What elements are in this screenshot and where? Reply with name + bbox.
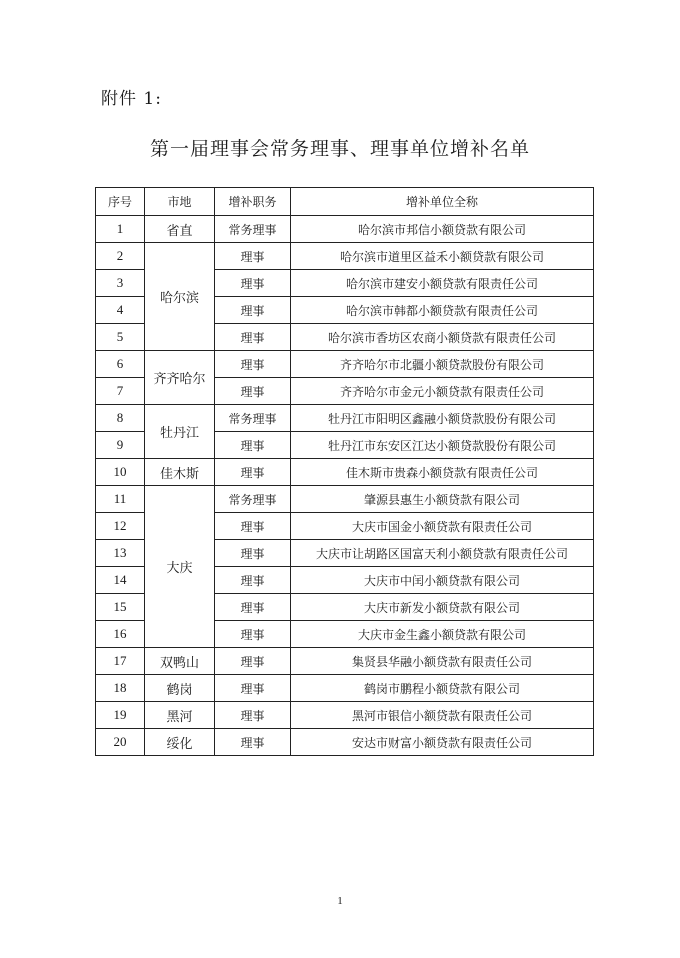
table-row xyxy=(96,702,594,729)
column-header-role: 增补职务 xyxy=(215,188,291,216)
row-seq-cell: 9 xyxy=(96,432,145,459)
table-row xyxy=(96,351,594,378)
table-row xyxy=(96,459,594,486)
row-role-cell: 理事 xyxy=(215,297,291,324)
row-role-cell: 常务理事 xyxy=(215,216,291,243)
table-header-row xyxy=(96,188,594,216)
row-company-cell: 集贤县华融小额贷款有限责任公司 xyxy=(291,648,594,675)
row-company-cell: 哈尔滨市道里区益禾小额贷款有限公司 xyxy=(291,243,594,270)
table-row xyxy=(96,405,594,432)
row-company-cell: 哈尔滨市韩都小额贷款有限责任公司 xyxy=(291,297,594,324)
row-role-cell: 理事 xyxy=(215,513,291,540)
row-city-cell: 牡丹江 xyxy=(145,405,215,459)
row-role-cell: 理事 xyxy=(215,324,291,351)
row-seq-cell: 13 xyxy=(96,540,145,567)
row-seq-cell: 5 xyxy=(96,324,145,351)
table-row xyxy=(96,216,594,243)
row-company-cell: 哈尔滨市建安小额贷款有限责任公司 xyxy=(291,270,594,297)
row-company-cell: 牡丹江市东安区江达小额贷款股份有限公司 xyxy=(291,432,594,459)
row-seq-cell: 10 xyxy=(96,459,145,486)
row-seq-cell: 11 xyxy=(96,486,145,513)
column-header-company: 增补单位全称 xyxy=(291,188,594,216)
row-seq-cell: 1 xyxy=(96,216,145,243)
row-seq-cell: 4 xyxy=(96,297,145,324)
row-seq-cell: 20 xyxy=(96,729,145,756)
row-company-cell: 大庆市新发小额贷款有限公司 xyxy=(291,594,594,621)
row-seq-cell: 14 xyxy=(96,567,145,594)
row-company-cell: 鹤岗市鹏程小额贷款有限公司 xyxy=(291,675,594,702)
table-body xyxy=(96,216,594,756)
row-city-cell: 哈尔滨 xyxy=(145,243,215,351)
row-role-cell: 理事 xyxy=(215,378,291,405)
row-role-cell: 常务理事 xyxy=(215,486,291,513)
row-role-cell: 理事 xyxy=(215,621,291,648)
supplement-roster-table xyxy=(95,187,594,756)
row-city-cell: 黑河 xyxy=(145,702,215,729)
row-seq-cell: 18 xyxy=(96,675,145,702)
row-role-cell: 理事 xyxy=(215,351,291,378)
table-row xyxy=(96,675,594,702)
row-seq-cell: 2 xyxy=(96,243,145,270)
row-seq-cell: 3 xyxy=(96,270,145,297)
row-city-cell: 省直 xyxy=(145,216,215,243)
row-seq-cell: 15 xyxy=(96,594,145,621)
column-header-city: 市地 xyxy=(145,188,215,216)
row-company-cell: 齐齐哈尔市金元小额贷款有限责任公司 xyxy=(291,378,594,405)
row-company-cell: 佳木斯市贵森小额贷款有限责任公司 xyxy=(291,459,594,486)
row-role-cell: 理事 xyxy=(215,432,291,459)
row-role-cell: 常务理事 xyxy=(215,405,291,432)
row-company-cell: 齐齐哈尔市北疆小额贷款股份有限公司 xyxy=(291,351,594,378)
row-role-cell: 理事 xyxy=(215,594,291,621)
page-number: 1 xyxy=(337,895,343,907)
row-seq-cell: 12 xyxy=(96,513,145,540)
row-role-cell: 理事 xyxy=(215,675,291,702)
table-row xyxy=(96,486,594,513)
row-role-cell: 理事 xyxy=(215,243,291,270)
row-company-cell: 大庆市金生鑫小额贷款有限公司 xyxy=(291,621,594,648)
row-role-cell: 理事 xyxy=(215,729,291,756)
attachment-label: 附件 1: xyxy=(101,89,162,109)
row-city-cell: 双鸭山 xyxy=(145,648,215,675)
row-city-cell: 大庆 xyxy=(145,486,215,648)
row-role-cell: 理事 xyxy=(215,540,291,567)
row-company-cell: 大庆市国金小额贷款有限责任公司 xyxy=(291,513,594,540)
row-company-cell: 牡丹江市阳明区鑫融小额贷款股份有限公司 xyxy=(291,405,594,432)
row-company-cell: 大庆市让胡路区国富天利小额贷款有限责任公司 xyxy=(291,540,594,567)
table-row xyxy=(96,648,594,675)
row-seq-cell: 6 xyxy=(96,351,145,378)
row-city-cell: 鹤岗 xyxy=(145,675,215,702)
row-company-cell: 哈尔滨市邦信小额贷款有限公司 xyxy=(291,216,594,243)
row-seq-cell: 19 xyxy=(96,702,145,729)
row-company-cell: 安达市财富小额贷款有限责任公司 xyxy=(291,729,594,756)
row-seq-cell: 7 xyxy=(96,378,145,405)
row-role-cell: 理事 xyxy=(215,702,291,729)
row-company-cell: 黑河市银信小额贷款有限责任公司 xyxy=(291,702,594,729)
row-company-cell: 哈尔滨市香坊区农商小额贷款有限责任公司 xyxy=(291,324,594,351)
document-title: 第一届理事会常务理事、理事单位增补名单 xyxy=(149,138,530,160)
table-row xyxy=(96,243,594,270)
row-role-cell: 理事 xyxy=(215,567,291,594)
row-city-cell: 齐齐哈尔 xyxy=(145,351,215,405)
row-company-cell: 大庆市中闰小额贷款有限公司 xyxy=(291,567,594,594)
row-role-cell: 理事 xyxy=(215,648,291,675)
table-row xyxy=(96,729,594,756)
column-header-seq: 序号 xyxy=(96,188,145,216)
row-seq-cell: 8 xyxy=(96,405,145,432)
row-city-cell: 佳木斯 xyxy=(145,459,215,486)
row-role-cell: 理事 xyxy=(215,459,291,486)
row-seq-cell: 17 xyxy=(96,648,145,675)
row-role-cell: 理事 xyxy=(215,270,291,297)
row-company-cell: 肇源县惠生小额贷款有限公司 xyxy=(291,486,594,513)
row-city-cell: 绥化 xyxy=(145,729,215,756)
row-seq-cell: 16 xyxy=(96,621,145,648)
